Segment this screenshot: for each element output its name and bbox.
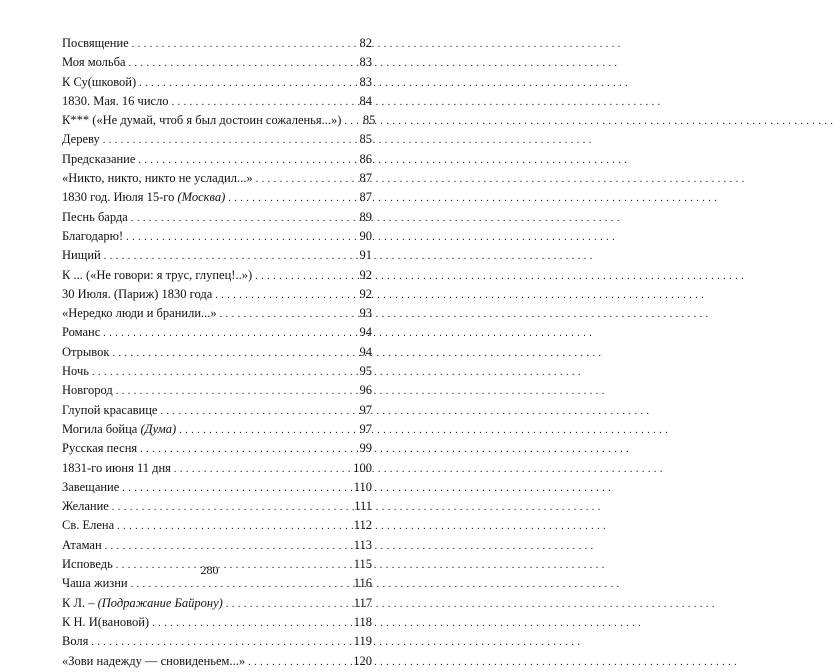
toc-entry-page-number: 112 bbox=[353, 518, 372, 533]
dot-leader bbox=[152, 613, 349, 632]
dot-leader bbox=[112, 343, 349, 362]
dot-leader bbox=[256, 169, 349, 188]
toc-entry-title bbox=[62, 613, 152, 632]
toc-entry-title-text: «Никто, никто, никто не усладил...» bbox=[62, 171, 253, 186]
dot-leader bbox=[226, 594, 349, 613]
toc-entry bbox=[62, 343, 372, 362]
dot-leader bbox=[140, 439, 349, 458]
toc-entry-page-number: 119 bbox=[353, 634, 372, 649]
toc-entry-page-number: 110 bbox=[353, 479, 372, 494]
toc-entry bbox=[62, 285, 372, 304]
toc-entry bbox=[62, 266, 372, 285]
toc-entry-title-text: К Н. И(вановой) bbox=[62, 614, 150, 629]
toc-entry-title-text: 1830. Мая. 16 число bbox=[62, 93, 169, 108]
toc-entry bbox=[62, 439, 372, 458]
dot-leader bbox=[255, 266, 349, 285]
toc-entry-page-number: 86 bbox=[359, 151, 372, 166]
toc-entry-title bbox=[62, 652, 248, 671]
toc-entry bbox=[62, 208, 372, 227]
dot-leader bbox=[105, 536, 349, 555]
toc-entry-title bbox=[62, 362, 92, 381]
toc-entry-title-text: Воля bbox=[62, 634, 89, 649]
toc-entry-title-text: «Нередко люди и бранили...» bbox=[62, 306, 217, 321]
toc-entry-title bbox=[62, 459, 174, 478]
toc-entry bbox=[62, 323, 372, 342]
toc-entry-title-italic: (Москва) bbox=[177, 190, 226, 205]
dot-leader bbox=[248, 652, 349, 671]
dot-leader bbox=[215, 285, 349, 304]
toc-entry bbox=[62, 420, 372, 439]
toc-entry-title bbox=[62, 536, 105, 555]
dot-leader bbox=[344, 111, 352, 130]
toc-entry-title bbox=[62, 227, 126, 246]
dot-leader bbox=[92, 362, 349, 381]
toc-entry-title bbox=[62, 92, 172, 111]
dot-leader bbox=[116, 381, 349, 400]
toc-entry-title bbox=[62, 73, 139, 92]
toc-entry-page-number: 120 bbox=[353, 653, 372, 668]
dot-leader bbox=[139, 73, 349, 92]
toc-entry-title bbox=[62, 53, 129, 72]
toc-entry-page-number: 91 bbox=[359, 248, 372, 263]
toc-entry-page-number: 87 bbox=[359, 171, 372, 186]
dot-leader bbox=[174, 459, 349, 478]
toc-entry-title-text: Ночь bbox=[62, 364, 89, 379]
toc-entry-page-number: 83 bbox=[359, 74, 372, 89]
toc-entry-title-text: Чаша жизни bbox=[62, 576, 128, 591]
toc-entry bbox=[62, 246, 372, 265]
toc-entry bbox=[62, 613, 372, 632]
toc-entry-title-text: К Л. – bbox=[62, 595, 98, 610]
toc-entry-title bbox=[62, 304, 220, 323]
toc-entry-title-text: Глупой красавице bbox=[62, 402, 158, 417]
dot-leader bbox=[103, 130, 349, 149]
toc-entry-title bbox=[62, 343, 112, 362]
toc-entry-title bbox=[62, 420, 179, 439]
toc-entry-title-text: Нищий bbox=[62, 248, 101, 263]
toc-entry bbox=[62, 169, 372, 188]
toc-entry-page-number: 117 bbox=[353, 595, 372, 610]
toc-entry-title-text: Посвящение bbox=[62, 36, 129, 50]
toc-entry-title bbox=[62, 266, 255, 285]
toc-entry-title-text: Русская песня bbox=[62, 441, 138, 456]
toc-entry-page-number: 84 bbox=[359, 93, 372, 108]
toc-entry-page-number: 90 bbox=[359, 228, 372, 243]
toc-entry-title-text: Желание bbox=[62, 499, 109, 514]
toc-entry-title-text: Моя мольба bbox=[62, 55, 126, 70]
toc-entry bbox=[62, 150, 372, 169]
toc-entry-page-number: 95 bbox=[359, 364, 372, 379]
toc-entry-title-text: Новгород bbox=[62, 383, 113, 398]
toc-entry bbox=[62, 594, 372, 613]
dot-leader bbox=[228, 188, 349, 207]
toc-entry-page-number: 99 bbox=[359, 441, 372, 456]
toc-entry-title bbox=[62, 439, 140, 458]
dot-leader bbox=[132, 34, 349, 53]
toc-entry-title-text: Исповедь bbox=[62, 557, 113, 572]
toc-entry-page-number: 100 bbox=[353, 460, 372, 475]
toc-entry-title-text: Могила бойца bbox=[62, 421, 141, 436]
toc-entry-title bbox=[62, 246, 104, 265]
dot-leader bbox=[172, 92, 349, 111]
toc-entry-title bbox=[62, 169, 256, 188]
toc-entry-title bbox=[62, 478, 122, 497]
toc-entry-page-number: 116 bbox=[353, 576, 372, 591]
toc-entry bbox=[62, 652, 372, 671]
toc-entry-title bbox=[62, 594, 226, 613]
toc-entry-title bbox=[62, 208, 131, 227]
toc-entry-title-text: Отрывок bbox=[62, 344, 110, 359]
toc-entry bbox=[62, 516, 372, 535]
toc-entry-page-number: 115 bbox=[353, 557, 372, 572]
toc-entry-title bbox=[62, 34, 132, 53]
toc-entry-title bbox=[62, 111, 344, 130]
toc-entry-page-number: 97 bbox=[359, 402, 372, 417]
toc-entry-title bbox=[62, 516, 117, 535]
toc-entry-title-text: 30 Июля. (Париж) 1830 года bbox=[62, 286, 213, 301]
toc-entry-page-number: 92 bbox=[359, 267, 372, 282]
dot-leader bbox=[117, 516, 349, 535]
toc-entry-title bbox=[62, 150, 138, 169]
toc-entry-title bbox=[62, 323, 103, 342]
toc-entry-page-number: 89 bbox=[359, 209, 372, 224]
toc-entry-page-number: 82 bbox=[359, 36, 372, 50]
dot-leader bbox=[131, 208, 349, 227]
toc-entry-title-text: К*** («Не думай, чтоб я был достоин сожаленья...») bbox=[62, 113, 342, 128]
toc-entry-title-text: Благодарю! bbox=[62, 228, 124, 243]
toc-entry bbox=[62, 34, 372, 53]
toc-entry-page-number: 94 bbox=[359, 325, 372, 340]
toc-entry-title-text: Завещание bbox=[62, 479, 120, 494]
dot-leader bbox=[160, 401, 349, 420]
toc-entry bbox=[62, 130, 372, 149]
toc-entry bbox=[62, 632, 372, 651]
toc-entry bbox=[62, 536, 372, 555]
toc-entry-page-number: 111 bbox=[354, 499, 372, 514]
toc-entry-title bbox=[62, 381, 116, 400]
toc-entry bbox=[62, 188, 372, 207]
toc-entry-title bbox=[62, 188, 228, 207]
toc-entry bbox=[62, 497, 372, 516]
toc-entry bbox=[62, 381, 372, 400]
dot-leader bbox=[126, 227, 349, 246]
toc-entry-title-text: 1831-го июня 11 дня bbox=[62, 460, 171, 475]
toc-entry-page-number: 83 bbox=[359, 55, 372, 70]
toc-entry-page-number: 85 bbox=[362, 113, 376, 128]
toc-entry-page-number: 118 bbox=[353, 614, 372, 629]
dot-leader bbox=[220, 304, 349, 323]
toc-entry-title bbox=[62, 632, 91, 651]
toc-entry-title-text: Св. Елена bbox=[62, 518, 115, 533]
dot-leader bbox=[91, 632, 349, 651]
toc-entry-title bbox=[62, 130, 103, 149]
toc-entry-page-number: 96 bbox=[359, 383, 372, 398]
toc-entry-page-number: 92 bbox=[359, 286, 372, 301]
toc-entry-page-number: 87 bbox=[359, 190, 372, 205]
toc-entry-title-text: К Су(шковой) bbox=[62, 74, 137, 89]
toc-entry bbox=[62, 111, 376, 130]
toc-entry bbox=[62, 478, 372, 497]
toc-entry bbox=[62, 362, 372, 381]
toc-entry-page-number: 85 bbox=[359, 132, 372, 147]
dot-leader bbox=[179, 420, 349, 439]
toc-entry bbox=[62, 304, 372, 323]
dot-leader bbox=[138, 150, 349, 169]
toc-entry bbox=[62, 92, 372, 111]
toc-entry bbox=[62, 459, 372, 478]
toc-entry-title-text: К ... («Не говори: я трус, глупец!..») bbox=[62, 267, 253, 282]
dot-leader bbox=[104, 246, 349, 265]
toc-entry-title bbox=[62, 401, 160, 420]
toc-entry bbox=[62, 227, 372, 246]
toc-entry-title-text: Атаман bbox=[62, 537, 102, 552]
toc-entry-title bbox=[62, 497, 112, 516]
dot-leader bbox=[103, 323, 349, 342]
toc-entry-title-text: Предсказание bbox=[62, 151, 136, 166]
dot-leader bbox=[129, 53, 349, 72]
toc-entry-title-text: Дереву bbox=[62, 132, 100, 147]
toc-entry bbox=[62, 401, 372, 420]
toc-entry-title-text: Песнь барда bbox=[62, 209, 128, 224]
toc-entry-title-italic: (Подражание Байрону) bbox=[97, 595, 223, 610]
toc-entry-title-text: 1830 год. Июля 15-го bbox=[62, 190, 178, 205]
toc-entry-title-text: «Зови надежду — сновиденьем...» bbox=[62, 653, 246, 668]
toc-entry-page-number: 113 bbox=[353, 537, 372, 552]
toc-entry bbox=[62, 73, 372, 92]
toc-entry bbox=[62, 53, 372, 72]
toc-entry-page-number: 93 bbox=[359, 306, 372, 321]
dot-leader bbox=[122, 478, 349, 497]
toc-entry-title bbox=[62, 285, 215, 304]
toc-entry-title-italic: (Дума) bbox=[140, 421, 177, 436]
page-number: 280 bbox=[200, 563, 219, 577]
toc-entry-page-number: 97 bbox=[359, 421, 372, 436]
toc-entry-page-number: 94 bbox=[359, 344, 372, 359]
dot-leader bbox=[112, 497, 349, 516]
toc-entry-title-text: Романс bbox=[62, 325, 101, 340]
